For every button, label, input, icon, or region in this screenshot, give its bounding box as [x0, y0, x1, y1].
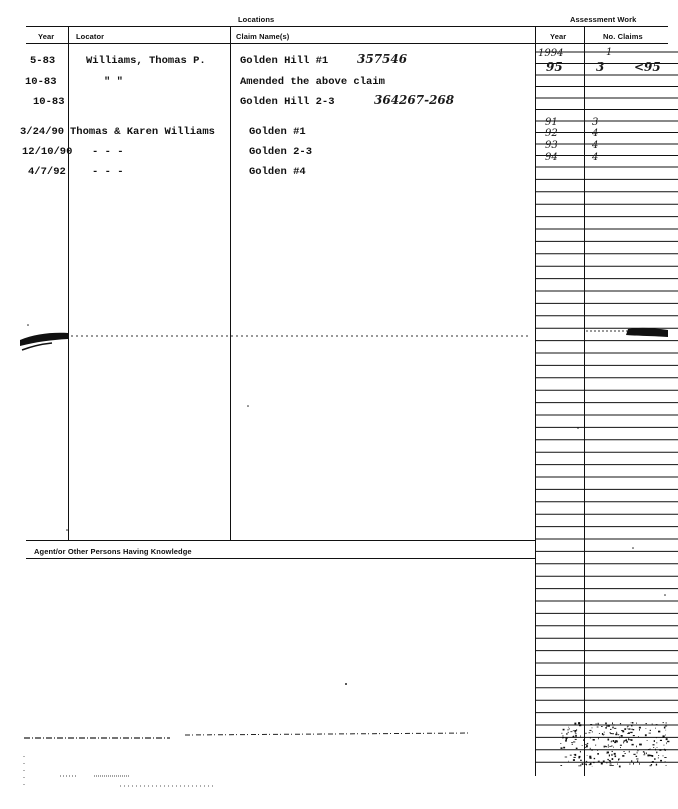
scan-speckle — [579, 756, 581, 758]
scan-speckle — [654, 740, 655, 742]
scan-speckle — [565, 740, 567, 742]
scan-speckle — [583, 739, 585, 741]
scan-speckle — [618, 759, 619, 760]
scan-speckle — [632, 722, 634, 723]
scan-speckle — [568, 727, 569, 728]
scan-speckle — [656, 743, 657, 744]
scan-speckle — [580, 735, 581, 736]
scan-speckle — [582, 745, 583, 746]
row-locator: Williams, Thomas P. — [86, 55, 206, 67]
scan-speckle — [603, 734, 605, 735]
row-claim-name: Golden Hill 2-3 — [240, 96, 335, 108]
scan-speckle — [640, 744, 642, 746]
scan-speckle — [652, 761, 654, 763]
row-locator: - - - — [92, 146, 124, 158]
scan-speckle — [590, 748, 591, 750]
row-year: 3/24/90 — [20, 126, 65, 138]
scan-speckle — [643, 754, 645, 755]
scan-speckle — [637, 752, 638, 754]
scan-speckle — [626, 739, 627, 740]
scan-speckle — [639, 727, 641, 729]
scan-speckle — [666, 742, 667, 744]
aw-claims-handwritten: 1 — [606, 47, 613, 58]
scan-speckle — [611, 754, 612, 756]
scan-speckle — [618, 734, 619, 735]
aw-year-handwritten: 94 — [545, 152, 558, 163]
scan-speckle — [571, 742, 573, 743]
scan-speckle — [587, 743, 588, 744]
scan-speckle — [650, 730, 651, 731]
row-claim-name: Golden 2-3 — [249, 146, 313, 158]
scan-speckle — [566, 738, 567, 740]
scan-speckle — [613, 740, 614, 742]
scan-speckle — [595, 745, 596, 746]
scan-speckle — [631, 729, 633, 730]
scan-speckle — [565, 757, 567, 758]
scan-speckle — [570, 731, 572, 732]
scan-speckle — [628, 732, 630, 734]
scan-speckle — [658, 755, 659, 756]
scan-speckle — [651, 764, 652, 765]
row-locator: - - - — [92, 166, 124, 178]
scan-speckle — [617, 741, 618, 743]
scan-speckle — [608, 746, 609, 748]
scan-speckle — [592, 727, 593, 728]
scan-speckle — [575, 733, 577, 734]
locations-heading: Locations — [238, 15, 275, 24]
scan-speckle — [625, 740, 627, 742]
scan-speckle — [560, 743, 561, 744]
scan-speckle — [570, 755, 572, 756]
scan-speckle — [610, 732, 611, 733]
scan-speckle — [578, 722, 580, 724]
scan-speckle — [610, 729, 612, 730]
scan-speckle — [647, 755, 649, 757]
scan-speckle — [665, 730, 666, 731]
scan-speckle — [665, 735, 666, 736]
scan-speckle — [626, 741, 627, 743]
scan-speckle — [664, 727, 666, 729]
scan-speckle — [597, 753, 599, 755]
scan-speckle — [637, 750, 638, 751]
row-claim-number-handwritten: 357546 — [357, 52, 408, 66]
scan-speckle — [619, 766, 621, 768]
scan-speckle — [630, 763, 631, 765]
scan-speckle — [614, 728, 616, 729]
aw-claims-handwritten: 3 — [596, 60, 605, 74]
scan-speckle — [598, 723, 599, 725]
scan-speckle — [628, 728, 630, 729]
scan-speckle — [562, 737, 563, 738]
scan-speckle — [612, 758, 614, 760]
scan-speckle — [609, 760, 610, 761]
scan-speckle — [631, 739, 633, 741]
scan-speckle — [616, 762, 618, 763]
scan-speckle — [586, 746, 588, 747]
scan-speckle — [562, 736, 564, 737]
aw-year-handwritten: 93 — [545, 140, 558, 151]
scan-speckle — [607, 759, 608, 760]
scan-speckle — [573, 736, 574, 738]
scan-speckle — [652, 723, 653, 725]
scan-speckle — [573, 730, 574, 731]
scan-speckle — [667, 741, 669, 742]
scan-speckle — [623, 751, 625, 752]
scan-speckle — [624, 728, 626, 730]
scan-speckle — [656, 724, 658, 725]
scan-speckle — [662, 737, 664, 738]
aw-year-handwritten: 1994 — [538, 48, 564, 59]
scan-speckle — [580, 751, 581, 753]
scan-speckle — [574, 723, 576, 725]
scan-speckle — [666, 765, 667, 766]
scan-speckle — [573, 742, 575, 743]
scan-speckle — [568, 761, 569, 762]
scan-speckle — [655, 749, 656, 751]
aw-extra-handwritten: <95 — [634, 60, 661, 74]
scan-speckle — [569, 728, 570, 729]
scan-speckle — [621, 735, 623, 737]
scan-speckle — [567, 738, 568, 739]
scan-speckle — [665, 761, 666, 762]
scan-speckle — [653, 744, 655, 745]
scan-speckle — [633, 763, 634, 765]
scan-speckle — [622, 755, 624, 757]
row-year: 10-83 — [25, 76, 57, 88]
row-claim-number-handwritten: 364267-268 — [374, 93, 455, 107]
scan-speckle — [601, 726, 603, 727]
scan-speckle — [666, 722, 667, 724]
scan-speckle — [612, 765, 614, 766]
scan-speckle — [610, 765, 612, 766]
scan-speckle — [613, 724, 614, 725]
scan-speckle — [606, 725, 607, 727]
scan-speckle — [636, 759, 638, 760]
scan-speckle — [620, 747, 621, 748]
scan-speckle — [585, 744, 587, 745]
scan-speckle — [566, 733, 568, 734]
aw-year-handwritten: 95 — [546, 60, 563, 74]
row-locator: Thomas & Karen Williams — [70, 126, 215, 138]
aw-claims-handwritten: 4 — [592, 128, 599, 139]
row-year: 4/7/92 — [28, 166, 66, 178]
scan-speckle — [627, 728, 628, 729]
scan-speckle — [636, 723, 637, 724]
row-claim-name: Golden #1 — [249, 126, 306, 138]
scan-speckle — [633, 754, 635, 755]
scan-speckle — [646, 753, 647, 755]
scan-speckle — [630, 732, 632, 733]
scan-speckle — [650, 748, 651, 750]
scan-speckle — [658, 757, 659, 758]
scan-speckle — [644, 753, 645, 755]
scan-speckle — [568, 732, 569, 733]
scan-speckle — [660, 740, 662, 741]
scan-speckle — [578, 765, 579, 766]
scan-speckle — [649, 733, 651, 734]
scan-speckle — [611, 746, 613, 747]
scan-speckle — [599, 733, 600, 734]
scan-speckle — [594, 758, 595, 759]
row-claim-name: Golden #4 — [249, 166, 306, 178]
scan-speckle — [631, 761, 632, 762]
scan-speckle — [614, 753, 616, 755]
scan-speckle — [620, 745, 622, 746]
scan-speckle — [593, 762, 595, 763]
scan-speckle — [650, 765, 652, 766]
locator-column-header: Locator — [76, 32, 105, 41]
assessment-work-heading: Assessment Work — [570, 15, 637, 24]
scan-speckle — [584, 737, 585, 738]
scan-speckle — [646, 723, 647, 724]
row-year: 10-83 — [33, 96, 65, 108]
scan-speckle — [639, 729, 640, 731]
scan-speckle — [648, 749, 650, 750]
scan-speckle — [616, 732, 617, 734]
scan-speckle — [609, 755, 610, 757]
scan-speckle — [650, 755, 652, 756]
scan-speckle — [593, 739, 595, 741]
scan-speckle — [563, 747, 565, 749]
scan-speckle — [656, 752, 657, 754]
scan-speckle — [577, 748, 578, 749]
aw-claims-handwritten: 4 — [592, 152, 599, 163]
scan-speckle — [637, 760, 638, 762]
scan-speckle — [560, 765, 562, 766]
scan-speckle — [596, 723, 597, 725]
aw-claims-handwritten: 3 — [592, 117, 599, 128]
claim-names-column-header: Claim Name(s) — [236, 32, 290, 41]
scan-speckle — [645, 728, 646, 729]
scan-speckle — [645, 734, 647, 736]
scan-speckle — [615, 734, 617, 736]
scan-speckle — [608, 725, 610, 726]
scan-speckle — [604, 746, 605, 748]
scan-speckle — [586, 761, 587, 762]
scan-speckle — [610, 763, 612, 764]
scan-speckle — [574, 730, 576, 732]
scan-speckle — [575, 735, 577, 737]
scan-speckle — [589, 730, 591, 731]
row-claim-name: Golden Hill #1 — [240, 55, 329, 67]
row-claim-name: Amended the above claim — [240, 76, 385, 88]
scan-speckle — [656, 764, 657, 766]
scan-speckle — [605, 727, 607, 729]
scan-speckle — [572, 744, 573, 745]
scan-speckle — [597, 750, 598, 751]
scan-speckle — [580, 764, 581, 766]
scan-speckle — [580, 760, 582, 761]
scan-speckle — [575, 739, 577, 740]
scan-speckle — [612, 733, 613, 734]
scan-speckle — [664, 745, 665, 746]
aw-claims-handwritten: 4 — [592, 140, 599, 151]
scan-speckle — [568, 729, 569, 730]
scan-speckle — [666, 738, 668, 740]
scan-speckle — [606, 763, 607, 764]
scan-speckle — [664, 757, 666, 758]
scan-speckle — [615, 740, 617, 742]
scan-speckle — [598, 761, 600, 762]
scan-speckle — [628, 739, 630, 740]
scan-speckle — [659, 749, 661, 751]
scan-speckle — [601, 763, 603, 765]
scan-speckle — [590, 738, 591, 739]
scan-speckle — [606, 753, 608, 754]
scan-speckle — [589, 764, 590, 765]
scan-speckle — [655, 728, 656, 729]
scan-speckle — [631, 725, 633, 726]
scan-speckle — [663, 755, 664, 756]
scan-speckle — [624, 753, 626, 754]
row-locator: " " — [104, 76, 123, 88]
scan-speckle — [629, 751, 630, 753]
scan-speckle — [636, 756, 638, 757]
aw-year-column-header: Year — [550, 32, 567, 41]
scan-speckle — [585, 747, 587, 748]
scan-speckle — [591, 749, 593, 750]
scan-speckle — [612, 751, 614, 752]
scan-speckle — [633, 735, 635, 736]
scan-speckle — [619, 737, 620, 739]
scan-speckle — [572, 736, 573, 737]
scan-speckle — [587, 755, 588, 756]
scan-speckle — [653, 747, 654, 748]
scan-speckle — [660, 760, 662, 762]
scan-speckle — [622, 730, 624, 732]
scan-speckle — [639, 763, 640, 765]
scan-speckle — [605, 746, 606, 747]
scan-speckle — [592, 731, 593, 733]
scan-speckle — [585, 764, 586, 765]
scan-speckle — [590, 724, 592, 725]
scan-speckle — [586, 745, 588, 746]
scan-speckle — [665, 749, 667, 751]
row-year: 12/10/90 — [22, 146, 73, 158]
scan-speckle — [603, 761, 605, 763]
scan-speckle — [608, 744, 609, 746]
scan-speckle — [663, 722, 664, 723]
scan-speckle — [623, 741, 624, 743]
scan-speckle — [574, 757, 576, 758]
scan-speckle — [575, 754, 577, 756]
aw-year-handwritten: 91 — [545, 117, 558, 128]
scan-speckle — [589, 732, 591, 733]
scan-speckle — [586, 764, 587, 766]
scan-speckle — [617, 764, 618, 765]
scan-speckle — [657, 747, 658, 748]
scan-speckle — [613, 747, 614, 748]
scan-speckle — [604, 732, 605, 733]
year-column-header: Year — [38, 32, 55, 41]
scan-speckle — [585, 733, 586, 734]
scan-speckle — [656, 737, 657, 738]
scan-speckle — [573, 759, 575, 761]
scan-speckle — [620, 723, 621, 724]
scan-speckle — [602, 733, 603, 735]
scan-speckle — [612, 727, 613, 729]
scan-speckle — [582, 763, 584, 765]
row-year: 5-83 — [30, 55, 56, 67]
aw-no-claims-column-header: No. Claims — [603, 32, 643, 41]
agent-section-label: Agent/or Other Persons Having Knowledge — [34, 547, 192, 556]
scan-speckle — [627, 726, 628, 727]
scan-speckle — [587, 743, 588, 744]
scan-speckle — [643, 751, 645, 752]
scan-speckle — [579, 724, 581, 726]
scan-speckle — [598, 737, 599, 739]
scan-speckle — [575, 732, 576, 733]
scan-speckle — [647, 740, 648, 741]
scan-speckle — [609, 746, 611, 747]
scan-speckle — [605, 723, 607, 725]
scan-speckle — [632, 744, 634, 746]
scan-speckle — [590, 757, 592, 758]
scan-speckle — [561, 747, 563, 749]
scan-speckle — [658, 731, 660, 733]
scan-speckle — [592, 766, 593, 767]
scan-speckle — [562, 733, 563, 734]
scan-speckle — [563, 729, 565, 731]
scan-speckle — [608, 739, 610, 741]
scan-speckle — [589, 764, 590, 765]
scan-speckle — [665, 726, 667, 727]
aw-year-handwritten: 92 — [545, 128, 558, 139]
scan-speckle — [654, 758, 655, 760]
scan-speckle — [638, 736, 639, 737]
scan-speckle — [612, 722, 613, 724]
scan-speckle — [631, 722, 632, 723]
scan-speckle — [615, 755, 617, 757]
scan-speckle — [597, 727, 599, 728]
scan-speckle — [636, 746, 637, 748]
scan-speckle — [611, 741, 612, 742]
